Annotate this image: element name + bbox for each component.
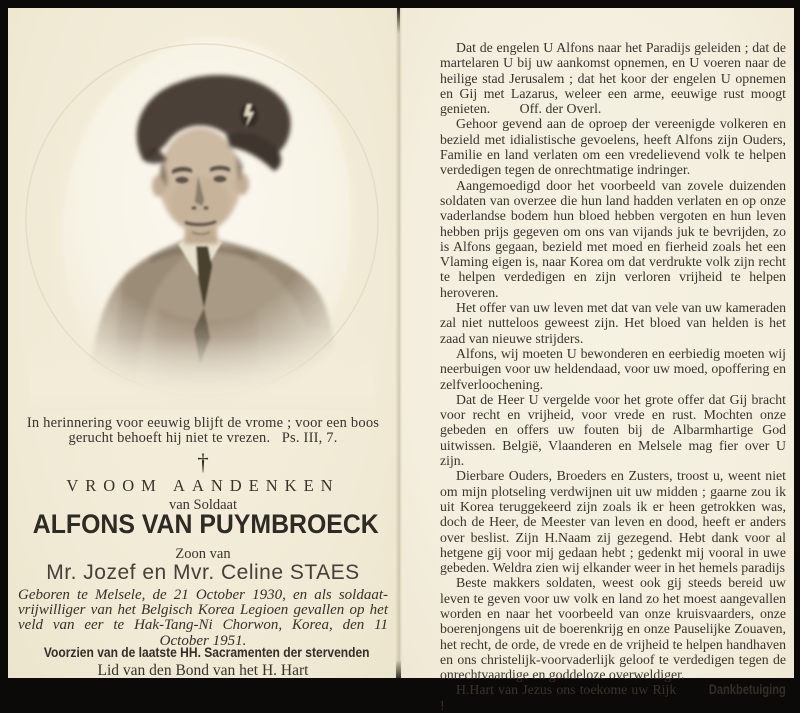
page-fold-seam [395, 8, 402, 678]
cross-icon: † [197, 450, 209, 475]
acknowledgement-label: Dankbetuiging [709, 682, 786, 698]
paragraph-family-consolation: Dierbare Ouders, Broeders en Zusters, troost u, weent niet om mijn plotseling verdwijnen uit uw midden ; gaarne zou ik uit Korea teruggekeerd zijn zoals ik er heen getrokken was, doch de Heer, de Meester van leven en dood, heeft er anders over beslist. Zijn H.Naam zij gezegend. Hebt dank voor al hetgene gij voor mij gedaan hebt ; gedenkt mij vooral in uwe gebeden. Weldra zien wij elkander weer in het hemels paradijs [440, 468, 786, 576]
paragraph-angels [440, 40, 786, 116]
closing-prayer: H.Hart van Jezus ons toekome uw Rijk ! [440, 682, 677, 713]
paragraph-admiration: Alfons, wij moeten U bewonderen en eerbiedig moeten wij neerbuigen voor uw heldendaad, voor uw moed, opoffering en zelfverloochening. [440, 345, 786, 392]
paragraph-sacrifice: Het offer van uw leven met dat van vele van uw kameraden zal niet nutteloos geweest zijn. Het bloed van helden is het zaad van nieuwe strijders. [440, 300, 786, 346]
soldier-name: ALFONS VAN PUYMBROECK [32, 509, 379, 539]
paragraph-text: Dat de engelen U Alfons naar het Paradijs geleiden ; dat de martelaren U bij uw aankomst opnemen, en U voeren naar de heilige stad Jerusalem ; dat het koor der engelen U opnemen en Gij met Lazarus, weleer een arme, eeuwige rust moogt genieten. [440, 40, 786, 117]
biography-text: Geboren te Melsele, de 21 October 1930, en als soldaat-vrijwilliger van het Belgisch Korea Legioen gevallen op het veld van eer te Hak-Tang-Ni Chorwon, Korea, den 11 October 1951. [18, 587, 388, 649]
parents-names: Mr. Jozef en Mvr. Celine STAES [46, 561, 360, 584]
paragraph-reward: Dat de Heer U vergelde voor het grote offer dat Gij bracht voor recht en vrijheid, voor vrede en rust. Mochten onze gebeden en offers uw fouten bij de Albarmhartige God uitwissen. België, Vlaanderen en Melsele mag fier over U zijn. [440, 391, 786, 469]
memorial-quote [18, 416, 388, 446]
paragraph-fellow-soldiers: Beste makkers soldaten, weest ook gij steeds bereid uw leven te geven voor uw volk en land zo het moest aangevallen worden en naar het voorbeeld van onze kruisvaarders, onze boerenjongens uit de boerenkrijg en onze Pauselijke Zouaven, het recht, de orde, de vrede en de vrijheid te helpen handhaven en ons christelijk-voorvaderlijk geloof te verdedigen tegen de onrechtvaardige en goddeloze overweldiger. [440, 575, 786, 683]
quote-reference: Ps. III, 7. [281, 429, 338, 446]
prayer-text-column [440, 40, 786, 713]
right-page [398, 8, 794, 713]
paragraph-example-soldiers: Aangemoedigd door het voorbeeld van zovele duizenden soldaten van overzee die hun land hadden verlaten en op onze vaderlandse bodem hun bloed hebben vergoten en hun leven hebben prijs gegeven om ons van vijands juk te bevrijden, zo is Alfons gegaan, bezield met moed en fierheid zoals het een Vlaming eigen is, naar Korea om dat verdrukte volk zijn recht te helpen verdedigen en zijn verloren vrijheid te helpen heroveren. [440, 177, 786, 300]
memorial-heading: VROOM AANDENKEN [66, 476, 340, 495]
paragraph-united-nations: Gehoor gevend aan de oproep der vereenigde volkeren en bezield met idialistische gevoelens, heeft Alfons zijn Ouders, Familie en land verlaten om een vredelievend volk te helpen verdedigen tegen de onrechtmatige indringer. [440, 116, 786, 178]
sacraments-note: Voorzien van de laatste HH. Sacramenten der stervenden [43, 644, 370, 660]
quote-text: In herinnering voor eeuwig blijft de vrome ; voor een boos gerucht behoeft hij niet te vrezen. [26, 415, 380, 446]
memorial-card [8, 8, 794, 713]
closing-line [440, 682, 786, 713]
son-of-label: Zoon van [175, 546, 231, 562]
membership-note: Lid van den Bond van het H. Hart [97, 662, 309, 679]
soldier-portrait-illustration [30, 8, 375, 410]
rank-subtitle: van Soldaat [168, 497, 238, 513]
paragraph-attribution: Off. der Overl. [519, 101, 602, 117]
soldier-portrait-photo [30, 8, 375, 410]
left-page [8, 8, 398, 678]
